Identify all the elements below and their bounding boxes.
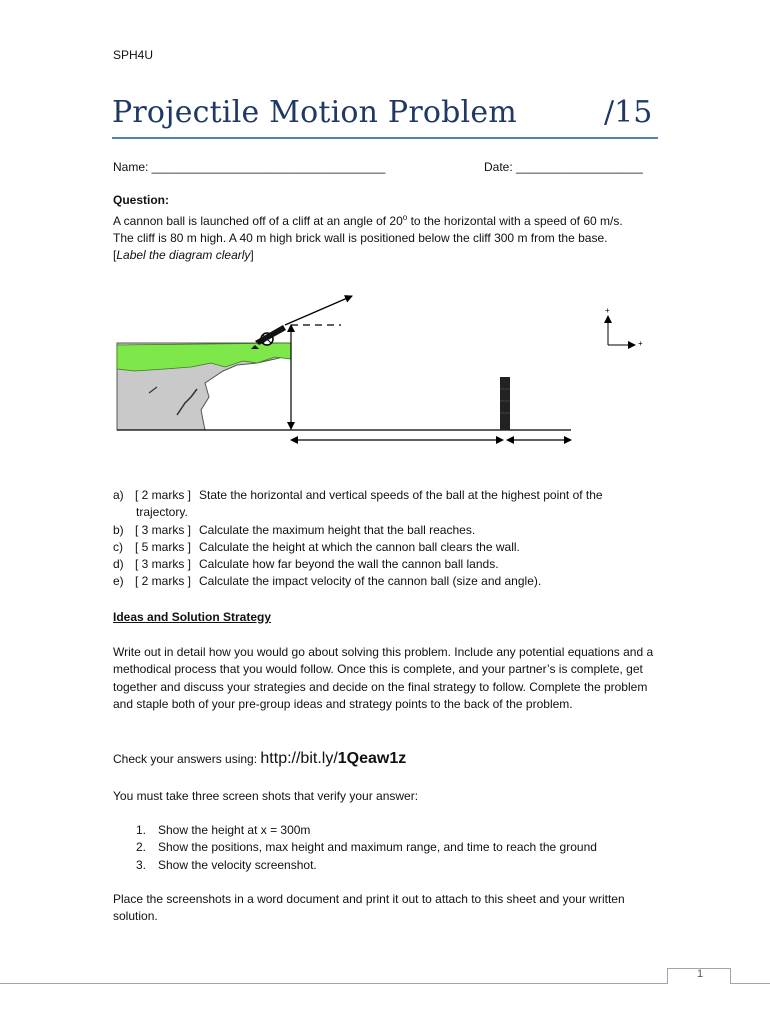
bracket-open: [: [113, 248, 117, 262]
item-number: 1.: [136, 823, 147, 837]
item-number: 2.: [136, 840, 147, 855]
question-line1-b: to the horizontal with a speed of 60 m/s.: [407, 214, 623, 228]
part-text: Calculate the height at which the cannon ball clears the wall.: [199, 539, 520, 554]
part-label: d): [113, 557, 124, 572]
question-text: [113, 209, 663, 264]
axis-right-plus: +: [638, 339, 643, 348]
cliff-diagram: [105, 285, 655, 455]
name-field[interactable]: Name: ___________________________________: [113, 160, 386, 174]
list-item: [113, 487, 673, 504]
check-answers-line: [113, 750, 406, 768]
list-item: [113, 522, 673, 539]
link-prefix[interactable]: http://bit.ly/: [260, 750, 338, 767]
screenshots-list: [136, 822, 597, 874]
page-title: Projectile Motion Problem: [112, 95, 517, 130]
title-underline: [112, 137, 658, 139]
list-item: [113, 556, 673, 573]
part-text: Calculate how far beyond the wall the cannon ball lands.: [199, 557, 499, 572]
list-item: [113, 539, 673, 556]
list-item: [113, 573, 673, 590]
item-text: Show the positions, max height and maximum range, and time to reach the ground: [158, 840, 597, 855]
screenshots-intro: You must take three screen shots that verify your answer:: [113, 789, 419, 803]
part-marks: [ 3 marks ]: [135, 522, 192, 537]
part-marks: [ 2 marks ]: [135, 488, 192, 502]
list-item: [136, 839, 597, 856]
item-text: Show the height at x = 300m: [158, 823, 311, 837]
link-code[interactable]: 1Qeaw1z: [337, 750, 407, 767]
launch-velocity-arrow: [285, 296, 352, 325]
question-label: Question:: [113, 193, 169, 207]
item-text: Show the velocity screenshot.: [158, 857, 317, 872]
part-text: State the horizontal and vertical speeds of the ball at the highest point of the: [199, 488, 603, 502]
bracket-close: ]: [250, 248, 254, 262]
part-text: Calculate the impact velocity of the cannon ball (size and angle).: [199, 574, 542, 589]
list-item: [113, 504, 673, 521]
ideas-heading: Ideas and Solution Strategy: [113, 610, 272, 624]
answer-link[interactable]: [260, 750, 406, 767]
ideas-paragraph: Write out in detail how you would go about solving this problem. Include any potential equations and a methodical process that you would follow. Once this is complete, and your partner’s is complete, get together and discuss your strategies and decide on the final strategy to follow. Complete the problem and staple both of your pre-group ideas and strategy points to the back of the problem.: [113, 645, 654, 711]
part-text: Calculate the maximum height that the ball reaches.: [199, 522, 476, 537]
axis-up-plus: +: [605, 306, 610, 315]
list-item: [136, 822, 597, 839]
part-label: c): [113, 539, 123, 554]
part-label: b): [113, 522, 124, 537]
part-label: e): [113, 574, 124, 589]
label-instruction: Label the diagram clearly: [116, 248, 251, 262]
part-marks: [ 5 marks ]: [135, 539, 192, 554]
footer-rule: [0, 983, 770, 984]
brick-wall: [500, 377, 510, 430]
list-item: [136, 857, 597, 874]
part-marks: [ 3 marks ]: [135, 557, 192, 572]
course-code: SPH4U: [113, 48, 154, 62]
degree-superscript: o: [402, 213, 408, 222]
question-parts: [113, 487, 673, 591]
part-text-continued: trajectory.: [136, 505, 188, 520]
page-number: 1: [697, 968, 704, 980]
total-marks: /15: [604, 95, 653, 130]
part-label: a): [113, 488, 124, 502]
question-line2: The cliff is 80 m high. A 40 m high brick wall is positioned below the cliff 300 m from the base.: [113, 231, 608, 245]
item-number: 3.: [136, 857, 147, 872]
check-label: Check your answers using:: [113, 752, 261, 766]
closing-instructions: Place the screenshots in a word document and print it out to attach to this sheet and your written solution.: [113, 892, 625, 924]
question-line1-a: A cannon ball is launched off of a cliff at an angle of 20: [113, 214, 403, 228]
part-marks: [ 2 marks ]: [135, 574, 192, 589]
date-field[interactable]: Date: ___________________: [484, 160, 643, 174]
